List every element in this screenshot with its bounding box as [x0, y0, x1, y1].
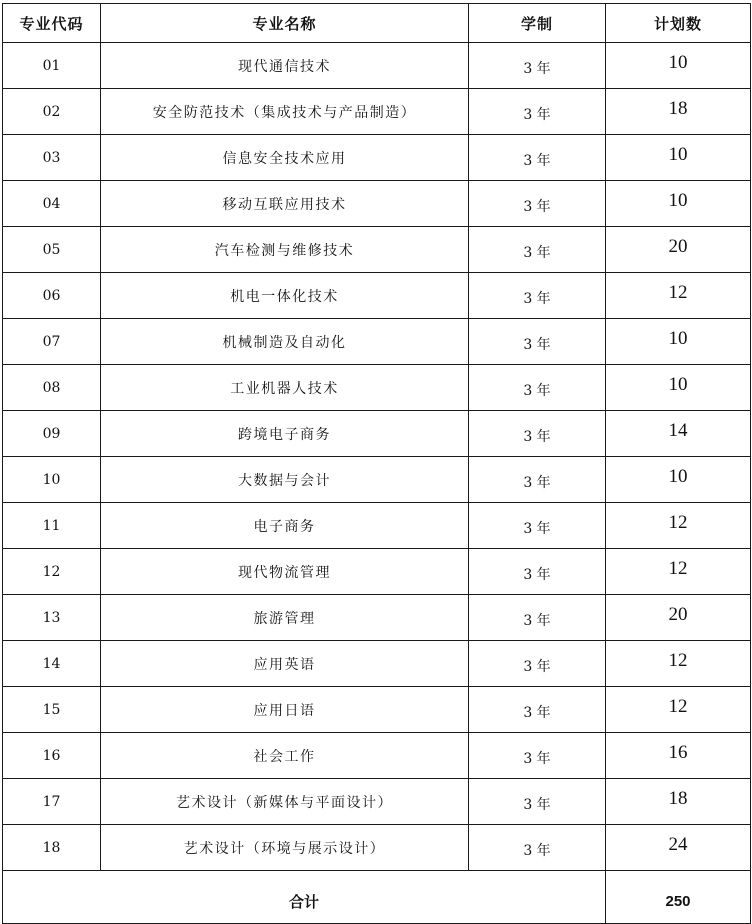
quota-cell: 24 — [606, 825, 751, 871]
major-code-cell: 16 — [3, 733, 101, 779]
major-code-cell: 04 — [3, 181, 101, 227]
duration-cell: 3 年 — [469, 135, 606, 181]
quota-cell: 10 — [606, 365, 751, 411]
quota-cell: 14 — [606, 411, 751, 457]
quota-cell: 18 — [606, 89, 751, 135]
duration-cell: 3 年 — [469, 273, 606, 319]
major-name-cell: 电子商务 — [101, 503, 469, 549]
duration-cell: 3 年 — [469, 687, 606, 733]
total-value: 250 — [606, 871, 751, 924]
duration-cell: 3 年 — [469, 457, 606, 503]
major-name-cell: 安全防范技术（集成技术与产品制造） — [101, 89, 469, 135]
quota-cell: 12 — [606, 641, 751, 687]
duration-cell: 3 年 — [469, 595, 606, 641]
table-row — [3, 135, 751, 181]
duration-cell: 3 年 — [469, 227, 606, 273]
table-row — [3, 687, 751, 733]
table-body — [3, 43, 751, 871]
duration-cell: 3 年 — [469, 779, 606, 825]
major-code-cell: 07 — [3, 319, 101, 365]
major-code-cell: 15 — [3, 687, 101, 733]
major-name-cell: 艺术设计（环境与展示设计） — [101, 825, 469, 871]
total-row — [3, 871, 751, 924]
major-name-cell: 社会工作 — [101, 733, 469, 779]
major-code-cell: 14 — [3, 641, 101, 687]
table-header — [3, 4, 751, 43]
table-row — [3, 273, 751, 319]
table-row — [3, 89, 751, 135]
major-name-cell: 汽车检测与维修技术 — [101, 227, 469, 273]
major-name-cell: 跨境电子商务 — [101, 411, 469, 457]
major-name-cell: 应用日语 — [101, 687, 469, 733]
duration-cell: 3 年 — [469, 641, 606, 687]
table-row — [3, 43, 751, 89]
major-code-cell: 17 — [3, 779, 101, 825]
duration-cell: 3 年 — [469, 319, 606, 365]
major-name-cell: 信息安全技术应用 — [101, 135, 469, 181]
major-code-cell: 02 — [3, 89, 101, 135]
table-row — [3, 641, 751, 687]
major-name-cell: 现代通信技术 — [101, 43, 469, 89]
quota-cell: 12 — [606, 687, 751, 733]
enrollment-plan-table — [2, 3, 751, 924]
major-name-cell: 艺术设计（新媒体与平面设计） — [101, 779, 469, 825]
table-row — [3, 365, 751, 411]
duration-cell: 3 年 — [469, 825, 606, 871]
quota-cell: 10 — [606, 457, 751, 503]
table-row — [3, 319, 751, 365]
table-row — [3, 825, 751, 871]
header-major-code: 专业代码 — [3, 4, 101, 43]
major-code-cell: 06 — [3, 273, 101, 319]
total-label: 合计 — [3, 871, 606, 924]
major-code-cell: 08 — [3, 365, 101, 411]
quota-cell: 20 — [606, 227, 751, 273]
major-name-cell: 现代物流管理 — [101, 549, 469, 595]
table-row — [3, 227, 751, 273]
header-row — [3, 4, 751, 43]
duration-cell: 3 年 — [469, 549, 606, 595]
table-row — [3, 411, 751, 457]
major-name-cell: 机电一体化技术 — [101, 273, 469, 319]
table-row — [3, 549, 751, 595]
quota-cell: 16 — [606, 733, 751, 779]
major-code-cell: 01 — [3, 43, 101, 89]
major-name-cell: 旅游管理 — [101, 595, 469, 641]
major-name-cell: 大数据与会计 — [101, 457, 469, 503]
quota-cell: 10 — [606, 135, 751, 181]
table-row — [3, 457, 751, 503]
duration-cell: 3 年 — [469, 43, 606, 89]
duration-cell: 3 年 — [469, 503, 606, 549]
table-footer — [3, 871, 751, 924]
quota-cell: 10 — [606, 181, 751, 227]
major-code-cell: 11 — [3, 503, 101, 549]
header-quota: 计划数 — [606, 4, 751, 43]
quota-cell: 12 — [606, 273, 751, 319]
major-code-cell: 05 — [3, 227, 101, 273]
header-major-name: 专业名称 — [101, 4, 469, 43]
major-name-cell: 机械制造及自动化 — [101, 319, 469, 365]
table-row — [3, 181, 751, 227]
quota-cell: 10 — [606, 43, 751, 89]
table-row — [3, 595, 751, 641]
major-code-cell: 10 — [3, 457, 101, 503]
major-name-cell: 移动互联应用技术 — [101, 181, 469, 227]
duration-cell: 3 年 — [469, 365, 606, 411]
major-name-cell: 应用英语 — [101, 641, 469, 687]
duration-cell: 3 年 — [469, 89, 606, 135]
quota-cell: 10 — [606, 319, 751, 365]
major-code-cell: 03 — [3, 135, 101, 181]
table-row — [3, 779, 751, 825]
header-duration: 学制 — [469, 4, 606, 43]
quota-cell: 12 — [606, 549, 751, 595]
major-code-cell: 09 — [3, 411, 101, 457]
major-code-cell: 18 — [3, 825, 101, 871]
duration-cell: 3 年 — [469, 733, 606, 779]
quota-cell: 18 — [606, 779, 751, 825]
major-name-cell: 工业机器人技术 — [101, 365, 469, 411]
quota-cell: 20 — [606, 595, 751, 641]
table-row — [3, 503, 751, 549]
duration-cell: 3 年 — [469, 411, 606, 457]
major-code-cell: 13 — [3, 595, 101, 641]
major-code-cell: 12 — [3, 549, 101, 595]
quota-cell: 12 — [606, 503, 751, 549]
table-row — [3, 733, 751, 779]
duration-cell: 3 年 — [469, 181, 606, 227]
